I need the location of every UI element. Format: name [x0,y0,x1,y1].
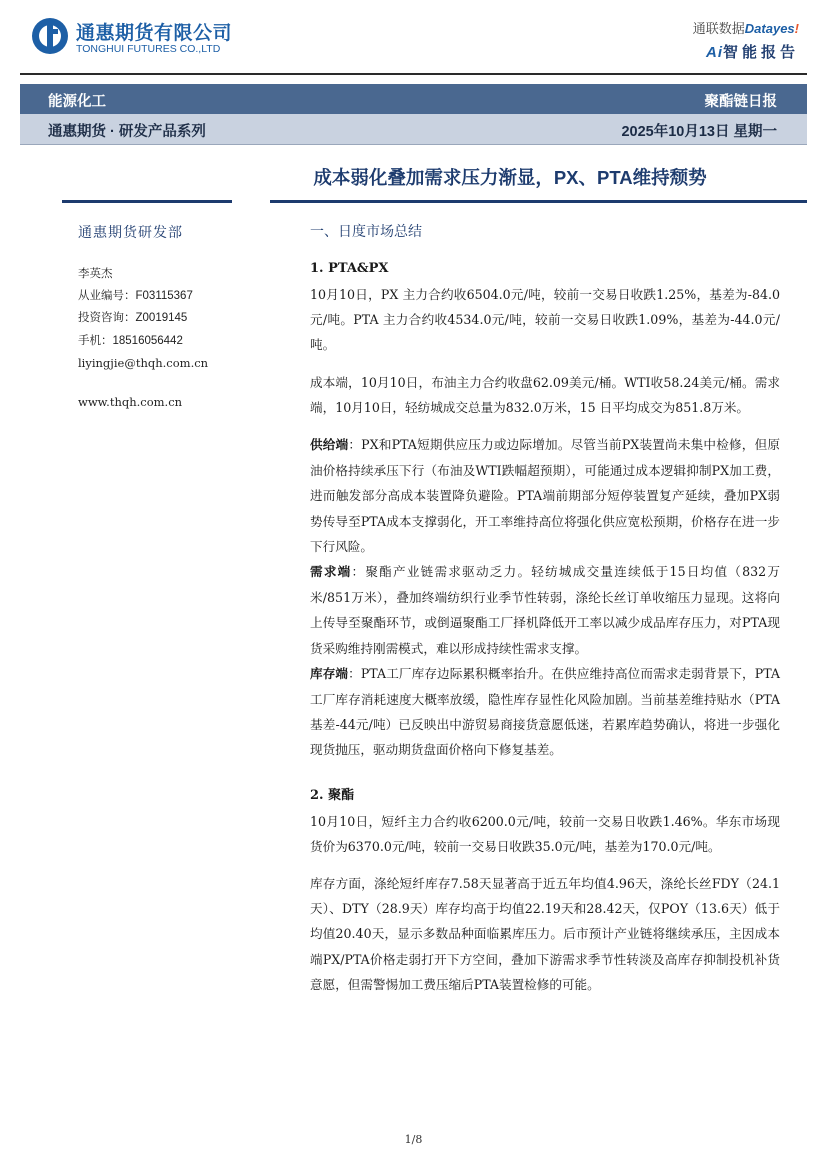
page-title: 成本弱化叠加需求压力渐显，PX、PTA维持颓势 [313,167,707,188]
inventory-paragraph [310,661,780,763]
supply-paragraph [310,432,780,559]
demand-label: 需求端 [310,565,352,580]
sector-label: 能源化工 [48,94,106,110]
supply-text: ：PX和PTA短期供应压力或边际增加。尽管当前PX装置尚未集中检修，但原油价格持续承压下行（布油及WTI跌幅超预期），可能通过成本逻辑抑制PX加工费，进而触发部分高成本装置降负避险。PTA端前期部分短停装置复产延续，叠加PX弱势传导至PTA成本支撑弱化，开工率维持高位将强化供应宽松预期，价格存在进一步下行风险。 [310,437,780,554]
cost-demand-paragraph: 成本端，10月10日，布油主力合约收盘62.09美元/桶。WTI收58.24美元/桶。需求端，10月10日，轻纺城成交总量为832.0万米，15 日平均成交为851.8万米。 [310,374,780,415]
ai-report-label [693,41,799,62]
report-body [310,218,780,997]
tonghui-logo-icon [30,16,70,56]
header-rule [20,73,807,75]
partner-brand: Datayes [744,21,795,36]
author-phone: 手机：18516056442 [78,334,183,347]
department-name: 通惠期货研发部 [78,225,183,241]
company-name-cn: 通惠期货有限公司 [76,23,233,44]
sidebar-rule [62,200,232,203]
ai-mark: Ai [705,44,723,61]
inventory-label: 库存端 [310,666,349,681]
section-heading: 一、日度市场总结 [310,224,422,240]
company-name-en: TONGHUI FUTURES CO.,LTD [76,43,221,55]
series-label: 通惠期货 · 研发产品系列 [48,124,206,140]
polyester-price-paragraph: 10月10日，短纤主力合约收6200.0元/吨，较前一交易日收跌1.46%。华东市场现货价为6370.0元/吨，较前一交易日收跌35.0元/吨，基差为170.0元/吨。 [310,813,780,854]
title-rule [270,200,807,203]
inventory-text: ：PTA工厂库存边际累积概率抬升。在供应维持高位而需求走弱背景下，PTA工厂库存消耗速度大概率放缓，隐性库存显性化风险加剧。当前基差维持贴水（PTA基差-44元/吨）已反映出中游贸易商接货意愿低迷，若累库趋势确认，将进一步强化现货抛压，驱动期货盘面价格向下修复基差。 [310,665,781,758]
demand-text: ：聚酯产业链需求驱动乏力。轻纺城成交量连续低于15日均值（832万米/851万米），叠加终端纺织行业季节性转弱，涤纶长丝订单收缩压力显现。这将向上传导至聚酯环节，或倒逼聚酯工厂择机降低开工率以减少成品库存压力，对PTA现货采购维持刚需模式，难以形成持续性需求支撑。 [310,564,780,656]
subsection-heading-pta-px: 1. PTA&PX [310,261,389,276]
datayes-brand [693,18,799,37]
datayes-logo [693,18,799,62]
report-type-label: 聚酯链日报 [704,94,777,110]
px-pta-price-paragraph: 10月10日，PX 主力合约收6504.0元/吨，较前一交易日收跌1.25%，基差为-84.0元/吨。PTA 主力合约收4534.0元/吨，较前一交易日收跌1.09%，基差为-44.0元/吨。 [310,287,780,353]
category-band [20,84,807,114]
author-email[interactable]: liyingjie@thqh.com.cn [78,356,209,370]
partner-suffix: ! [794,21,799,36]
series-band [20,114,807,145]
ai-report-text: 智能报告 [722,44,799,61]
polyester-inventory-paragraph: 库存方面，涤纶短纤库存7.58天显著高于近五年均值4.96天，涤纶长丝FDY（24.1天）、DTY（28.9天）库存均高于均值22.19天和28.42天，仅POY（13.6天）低于均值20.40天，显示多数品种面临累库压力。后市预计产业链将继续承压，主因成本端PX/PTA价格走弱打开下方空间，叠加下游需求季节性转淡及高库存抑制投机补货意愿，但需警惕加工费压缩后PTA装置检修的可能。 [310,876,780,992]
demand-paragraph [310,559,780,661]
report-date: 2025年10月13日 星期一 [621,124,777,140]
practice-certificate: 从业编号：F03115367 [78,289,193,302]
page-number: 1/8 [404,1133,423,1146]
subsection-heading-polyester: 2. 聚酯 [310,787,355,803]
partner-cn: 通联数据 [692,21,745,36]
company-website[interactable]: www.thqh.com.cn [78,394,183,409]
supply-label: 供给端 [310,438,349,453]
advisory-certificate: 投资咨询：Z0019145 [78,312,188,324]
author-name: 李英杰 [78,266,113,280]
author-sidebar [78,222,278,413]
